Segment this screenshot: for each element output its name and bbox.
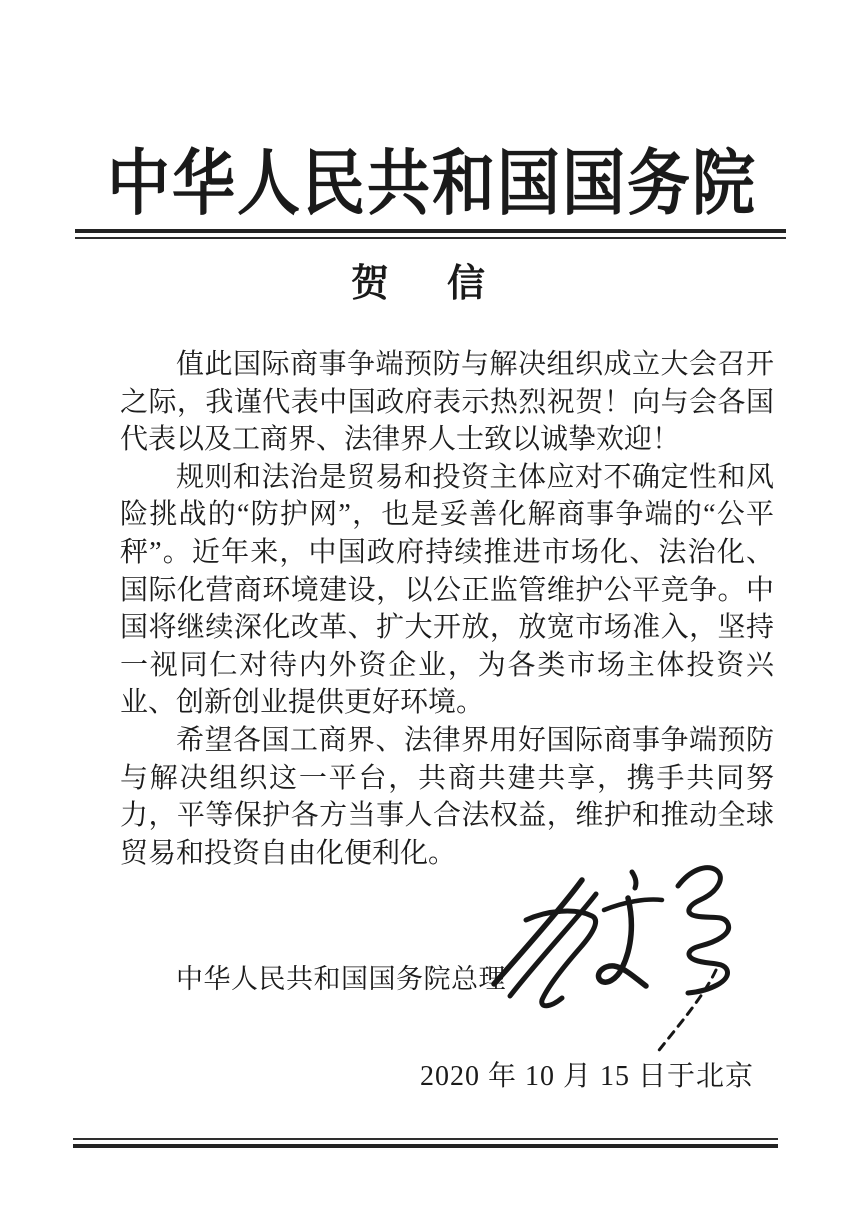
footer-divider-thin-line (73, 1138, 778, 1140)
letter-body (120, 346, 774, 872)
signature-handwriting-icon (482, 858, 742, 1058)
header-divider-thin-line (75, 237, 786, 239)
letter-title: 贺 信 (350, 263, 495, 305)
footer-divider-thick-line (73, 1144, 778, 1148)
signature-tail-stroke (656, 970, 716, 1054)
letterhead-title: 中华人民共和国国务院 (107, 144, 757, 225)
paragraph-rule-of-law: 规则和法治是贸易和投资主体应对不确定性和风险挑战的“防护网”，也是妥善化解商事争端的“公平秤”。近年来，中国政府持续推进市场化、法治化、国际化营商环境建设，以公正监管维护公平竞争。中国将继续深化改革、扩大开放，放宽市场准入，坚持一视同仁对待内外资企业，为各类市场主体投资兴业、创新创业提供更好环境。 (120, 461, 774, 719)
signature-stroke (526, 911, 596, 1006)
signature-stroke (678, 868, 729, 993)
header-divider-thick-line (75, 229, 786, 233)
signature-stroke (632, 872, 636, 888)
paragraph-hope: 希望各国工商界、法律界用好国际商事争端预防与解决组织这一平台，共商共建共享，携手共同努力，平等保护各方当事人合法权益，维护和推动全球贸易和投资自由化便利化。 (120, 724, 774, 869)
header-divider (75, 229, 786, 239)
paragraph-greeting: 值此国际商事争端预防与解决组织成立大会召开之际，我谨代表中国政府表示热烈祝贺！向与会各国代表以及工商界、法律界人士致以诚挚欢迎！ (120, 349, 774, 456)
signature-stroke (494, 880, 582, 984)
dateline: 2020 年 10 月 15 日于北京 (420, 1061, 755, 1092)
footer-divider (73, 1138, 778, 1148)
signer-title: 中华人民共和国国务院总理 (176, 964, 506, 994)
signature-stroke (604, 899, 662, 910)
